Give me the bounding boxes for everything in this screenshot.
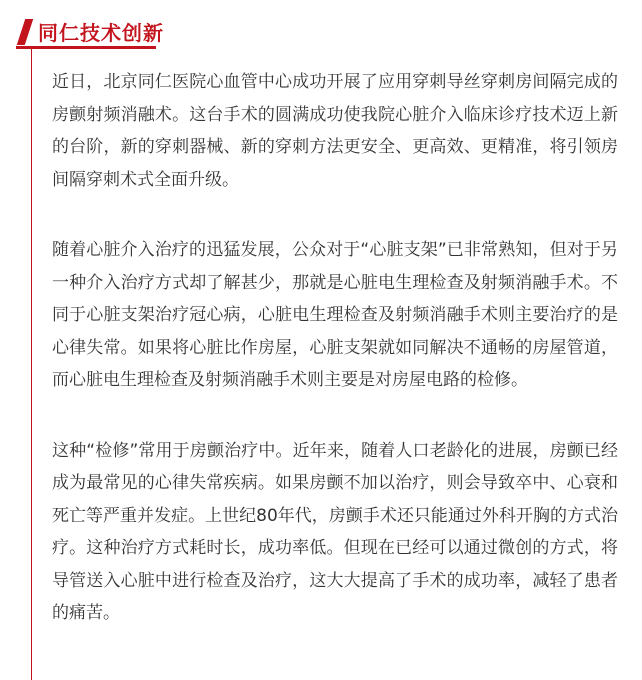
article-paragraph-2: 随着心脏介入治疗的迅猛发展，公众对于“心脏支架”已非常熟知，但对于另一种介入治疗方式却了解甚少，那就是心脏电生理检查及射频消融手术。不同于心脏支架治疗冠心病，心脏电生理检查及射频消融手术则主要治疗的是心律失常。如果将心脏比作房屋，心脏支架就如同解决不通畅的房屋管道，而心脏电生理检查及射频消融手术则主要是对房屋电路的检修。 [52, 240, 618, 390]
article-paragraph-1: 近日，北京同仁医院心血管中心成功开展了应用穿刺导丝穿刺房间隔完成的房颤射频消融术。这台手术的圆满成功使我院心脏介入临床诊疗技术迈上新的台阶，新的穿刺器械、新的穿刺方法更安全、更高效、更精准，将引领房间隔穿刺术式全面升级。 [52, 72, 618, 190]
header-accent-bar [17, 19, 33, 45]
section-header [0, 0, 642, 50]
article-paragraph-3: 这种“检修”常用于房颤治疗中。近年来，随着人口老龄化的进展，房颤已经成为最常见的心律失常疾病。如果房颤不加以治疗，则会导致卒中、心衰和死亡等严重并发症。上世纪80年代，房颤手术还只能通过外科开胸的方式治疗。这种治疗方式耗时长，成功率低。但现在已经可以通过微创的方式，将导管送入心脏中进行检查及治疗，这大大提高了手术的成功率，减轻了患者的痛苦。 [52, 440, 618, 623]
left-border-line [31, 49, 32, 680]
section-title: 同仁技术创新 [38, 21, 164, 45]
header-underline [16, 46, 156, 49]
article-body [52, 66, 618, 668]
